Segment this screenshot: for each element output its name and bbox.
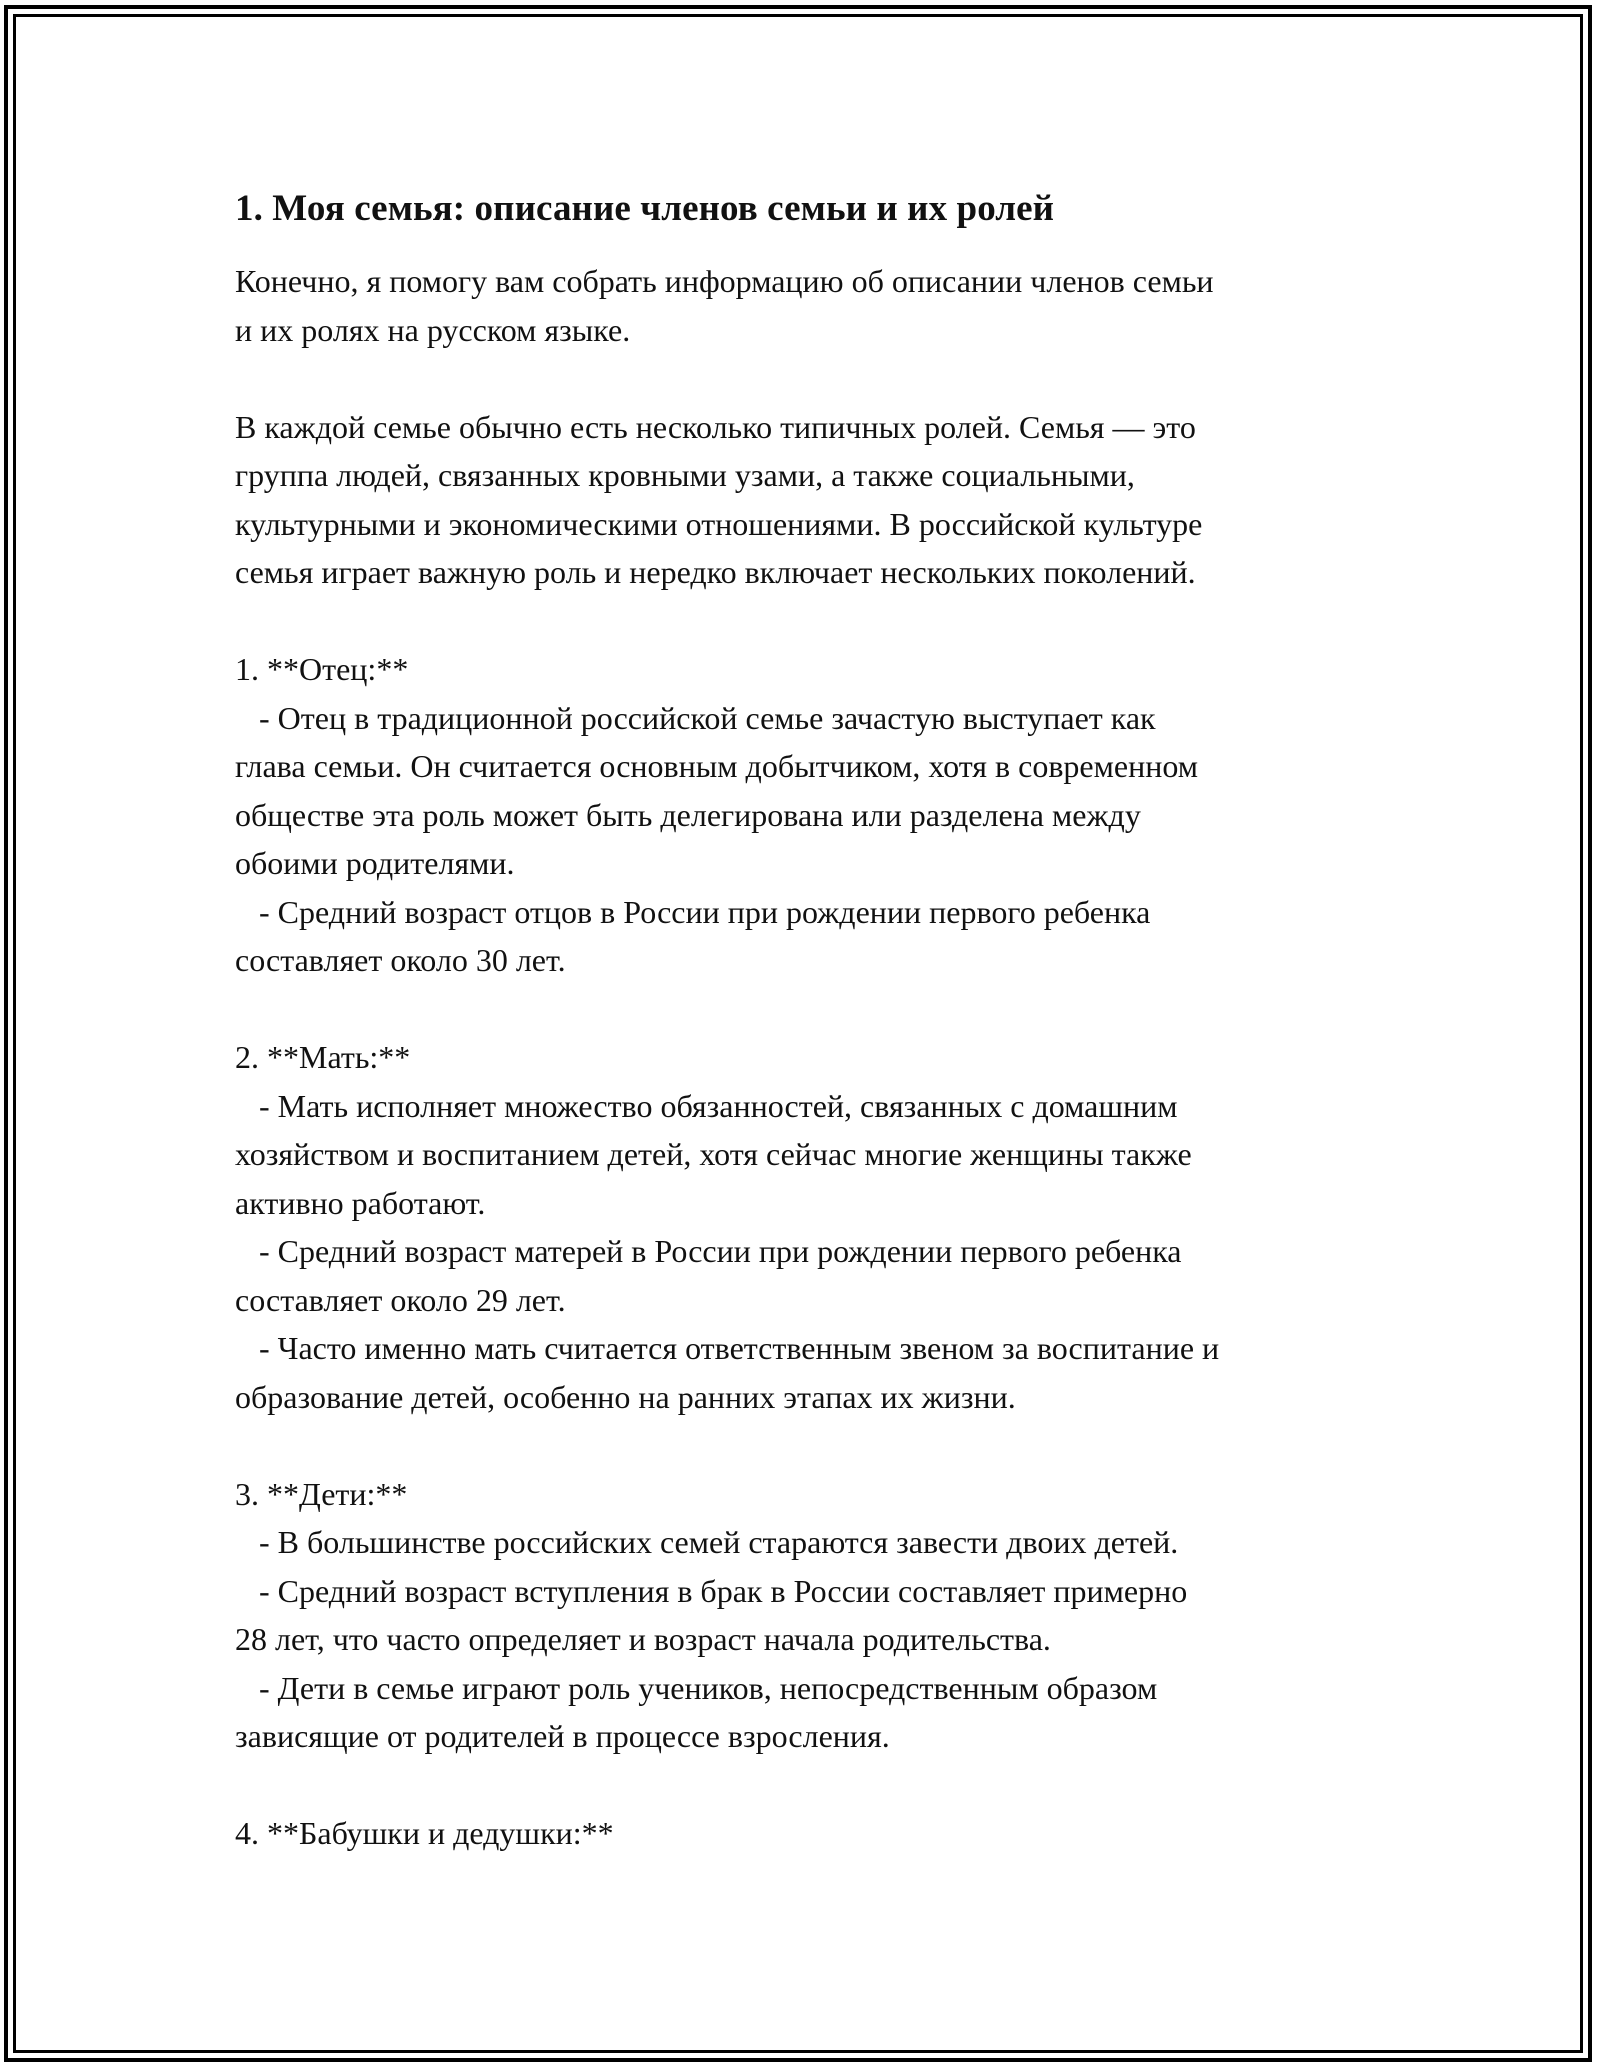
list-item: - Мать исполняет множество обязанностей, связанных с домашним хозяйством и воспитанием детей, хотя сейчас многие женщины также активно работают.: [235, 1087, 1192, 1221]
section-grandparents: [235, 1809, 1385, 1858]
list-item: - Средний возраст вступления в брак в России составляет примерно 28 лет, что часто определяет и возраст начала родительства.: [235, 1572, 1188, 1657]
list-item: - Отец в традиционной российской семье зачастую выступает как глава семьи. Он считается основным добытчиком, хотя в современном обществе эта роль может быть делегирована или разделена между обоими родителями.: [235, 699, 1198, 881]
section-mother: [235, 1033, 1385, 1421]
paragraph-gap: [235, 597, 1385, 646]
intro-paragraph: Конечно, я помогу вам собрать информацию об описании членов семьи и их ролях на русском языке.: [235, 263, 1214, 348]
list-item: - Средний возраст матерей в России при рождении первого ребенка составляет около 29 лет.: [235, 1233, 1182, 1318]
paragraph-gap: [235, 1761, 1385, 1810]
paragraph-gap: [235, 985, 1385, 1034]
list-item: - Часто именно мать считается ответственным звеном за воспитание и образование детей, особенно на ранних этапах их жизни.: [235, 1330, 1220, 1415]
list-item: - В большинстве российских семей стараются завести двоих детей.: [235, 1524, 1179, 1560]
section-heading: 4. **Бабушки и дедушки:**: [235, 1815, 614, 1851]
section-heading: 2. **Мать:**: [235, 1039, 411, 1075]
document-body: [235, 185, 1385, 1858]
section-heading: 3. **Дети:**: [235, 1475, 408, 1512]
paragraph-gap: [235, 1421, 1385, 1470]
list-item: - Дети в семье играют роль учеников, непосредственным образом зависящие от родителей в процессе взросления.: [235, 1669, 1158, 1754]
section-children: [235, 1470, 1385, 1761]
document-title: 1. Моя семья: описание членов семьи и их ролей: [235, 188, 1055, 229]
section-father: [235, 645, 1385, 985]
overview-paragraph: В каждой семье обычно есть несколько типичных ролей. Семья — это группа людей, связанных кровными узами, а также социальными, культурными и экономическими отношениями. В российской культуре семья играет важную роль и нередко включает нескольких поколений.: [235, 408, 1203, 590]
list-item: - Средний возраст отцов в России при рождении первого ребенка составляет около 30 лет.: [235, 893, 1151, 978]
section-heading: 1. **Отец:**: [235, 651, 409, 687]
paragraph-gap: [235, 354, 1385, 403]
